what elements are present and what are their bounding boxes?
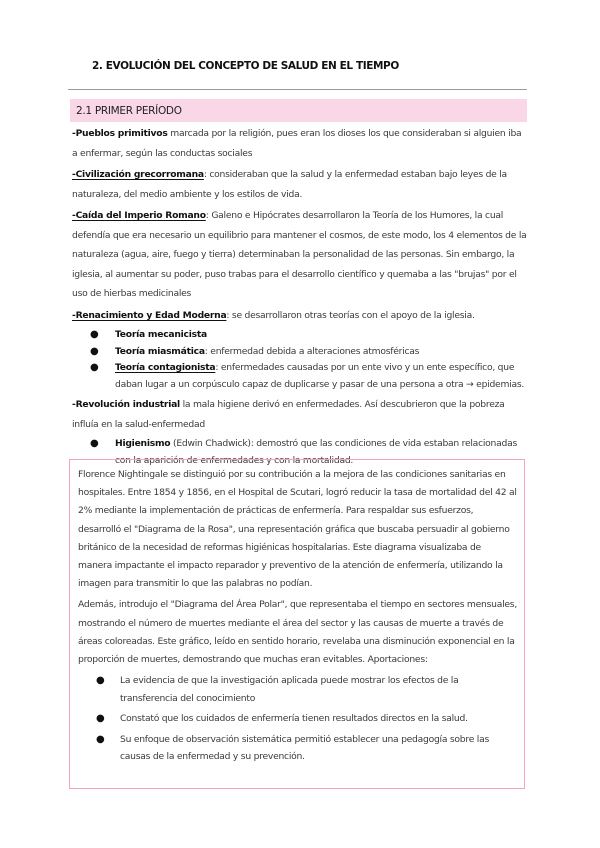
contribution-text: Constató que los cuidados de enfermería tienen resultados directos en la salud. (120, 713, 468, 725)
period-primitive (72, 124, 527, 163)
theory-label: Teoría contagionista (115, 362, 216, 373)
hygienism-label: Higienismo (115, 438, 171, 449)
period-industrial (72, 395, 527, 434)
hygienism-text: (Edwin Chadwick): demostró que las condiciones de vida estaban relacionadas con la aparición de enfermedades y con la mortalidad. (115, 438, 517, 466)
contributions-list (78, 672, 517, 766)
list-item (72, 360, 527, 393)
term-text: : se desarrollaron otras teorías con el apoyo de la iglesia. (226, 309, 475, 321)
period-renaissance (72, 306, 527, 326)
nightingale-paragraph-1: Florence Nightingale se distinguió por su contribución a la mejora de las condiciones sanitarias en hospitales. Entre 1854 y 1856, en el Hospital de Scutari, logró reducir la tasa de mortalidad del 42 al 2% mediante la implementación de prácticas de enfermería. Para respaldar sus esfuerzos, desarrolló el "Diagrama de la Rosa", una representación gráfica que buscaba persuadir al gobierno británico de la necesidad de reformas higiénicas hospitalarias. Este diagrama visualizaba de manera impactante el impacto reparador y preventivo de la atención de enfermería, utilizando la imagen para transmitir lo que las palabras no podían. (78, 469, 517, 590)
theory-label: Teoría mecanicista (115, 329, 207, 340)
section-title: 2.1 PRIMER PERÍODO (76, 104, 182, 117)
section-heading-bar (70, 99, 527, 122)
bullet-icon: ● (90, 438, 99, 449)
theories-list (72, 327, 527, 393)
bullet-icon: ● (96, 733, 105, 745)
term-text: : consideraban que la salud y la enfermedad estaban bajo leyes de la naturaleza, del medio ambiente y los estilos de vida. (72, 169, 507, 200)
chapter-title: 2. EVOLUCIÓN DEL CONCEPTO DE SALUD EN EL TIEMPO (92, 60, 399, 72)
term-label: -Caída del Imperio Romano (72, 210, 206, 221)
title-divider (68, 89, 527, 90)
period-roman-fall (72, 206, 527, 304)
term-text: marcada por la religión, pues eran los dioses los que consideraban si alguien iba a enfermar, según las conductas sociales (72, 128, 522, 159)
theory-text: : enfermedad debida a alteraciones atmosféricas (204, 345, 420, 357)
nightingale-box (69, 459, 525, 789)
bullet-icon: ● (90, 362, 99, 373)
term-label: -Pueblos primitivos (72, 128, 168, 139)
bullet-icon: ● (96, 675, 105, 687)
list-item (78, 672, 517, 707)
bullet-icon: ● (90, 329, 99, 340)
term-label: -Civilización grecorromana (72, 169, 204, 180)
term-label: -Renacimiento y Edad Moderna (72, 309, 227, 321)
list-item (72, 327, 527, 344)
nightingale-paragraph-2: Además, introdujo el "Diagrama del Área Polar", que representaba el tiempo en sectores mensuales, mostrando el número de muertes mediante el área del sector y las causas de muerte a través de áreas coloreadas. Este gráfico, leído en sentido horario, revelaba una disminución exponencial en la proporción de muertes, demostrando que muchas eran evitables. Aportaciones: (78, 599, 517, 666)
bullet-icon: ● (96, 713, 105, 725)
term-label: -Revolución industrial (72, 399, 180, 410)
bullet-icon: ● (90, 345, 99, 357)
list-item (78, 710, 517, 728)
contribution-text: Su enfoque de observación sistemática permitió establecer una pedagogía sobre las causas de la enfermedad y su prevención. (120, 733, 490, 763)
term-text: : Galeno e Hipócrates desarrollaron la Teoría de los Humores, la cual defendía que era necesario un equilibrio para mantener el cosmos, de este modo, los 4 elementos de la naturaleza (agua, aire, fuego y tierra) determinaban la personalidad de las personas. Sin embargo, la iglesia, al aumentar su poder, puso trabas para el desarrollo científico y quemaba a las "brujas" por el uso de hierbas medicinales (72, 210, 527, 299)
contribution-text: La evidencia de que la investigación aplicada puede mostrar los efectos de la transferencia del conocimiento (120, 675, 459, 704)
theory-label: Teoría miasmática (115, 345, 205, 357)
term-text: la mala higiene derivó en enfermedades. Así descubrieron que la pobreza influía en la salud-enfermedad (72, 399, 505, 430)
list-item (78, 731, 517, 766)
period-grecorroman (72, 165, 527, 204)
section-body (72, 124, 527, 471)
list-item (72, 344, 527, 361)
theory-text: : enfermedades causadas por un ente vivo y un ente específico, que daban lugar a un corpúsculo capaz de duplicarse y pasar de una persona a otra → epidemias. (115, 362, 525, 390)
